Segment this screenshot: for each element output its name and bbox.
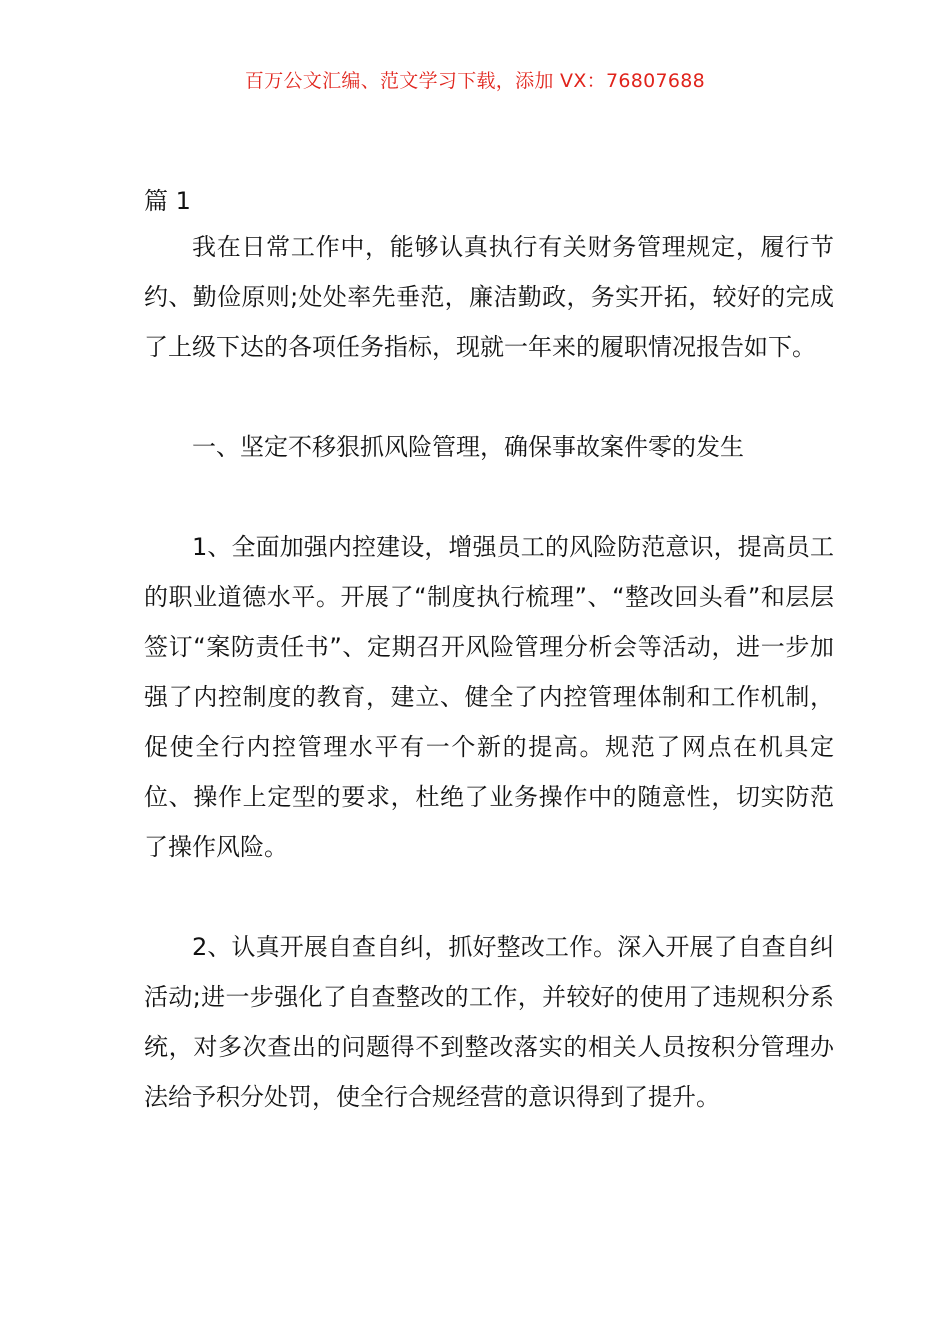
watermark-header: 百万公文汇编、范文学习下载，添加 VX：76807688 (244, 70, 706, 92)
chapter-title: 篇 1 (144, 187, 191, 215)
paragraph-spacer (144, 372, 834, 422)
intro-paragraph: 我在日常工作中，能够认真执行有关财务管理规定，履行节约、勤俭原则;处处率先垂范，廉洁勤政，务实开拓，较好的完成了上级下达的各项任务指标，现就一年来的履职情况报告如下。 (144, 233, 834, 361)
paragraph-spacer (144, 472, 834, 522)
document-body (144, 180, 834, 1122)
item-paragraph-2: 2、认真开展自查自纠，抓好整改工作。深入开展了自查自纠活动;进一步强化了自查整改的工作，并较好的使用了违规积分系统，对多次查出的问题得不到整改落实的相关人员按积分管理办法给予积分处罚，使全行合规经营的意识得到了提升。 (144, 933, 834, 1111)
item-paragraph-1: 1、全面加强内控建设，增强员工的风险防范意识，提高员工的职业道德水平。开展了“制度执行梳理”、“整改回头看”和层层签订“案防责任书”、定期召开风险管理分析会等活动，进一步加强了内控制度的教育，建立、健全了内控管理体制和工作机制，促使全行内控管理水平有一个新的提高。规范了网点在机具定位、操作上定型的要求，杜绝了业务操作中的随意性，切实防范了操作风险。 (144, 533, 834, 861)
section-heading: 一、坚定不移狠抓风险管理，确保事故案件零的发生 (192, 433, 744, 461)
paragraph-spacer (144, 872, 834, 922)
